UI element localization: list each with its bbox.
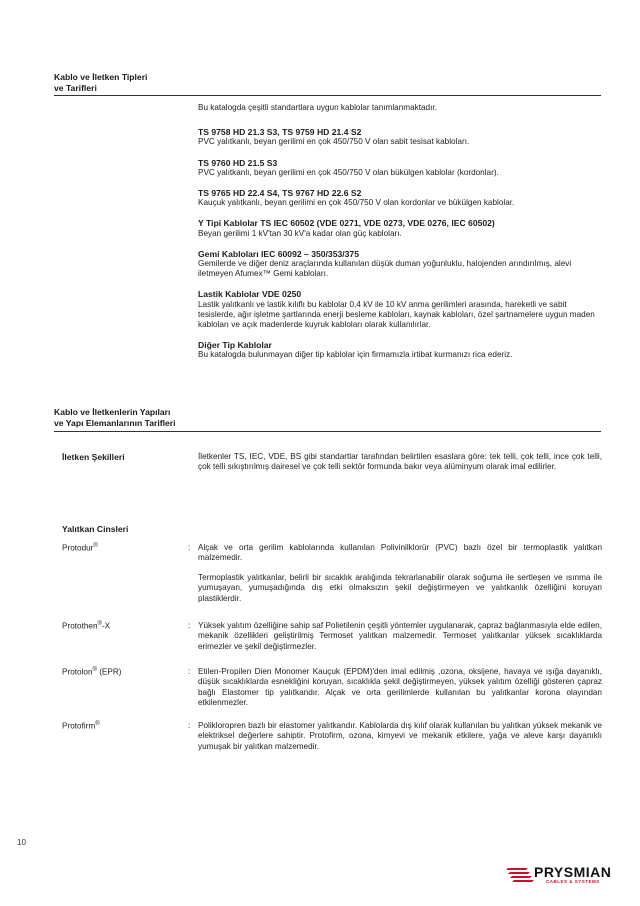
section-title-structures: Kablo ve İletkenlerin Yapıları ve Yapı Elemanlarının Tarifleri bbox=[54, 407, 176, 428]
colon-separator: : bbox=[188, 667, 191, 676]
cable-type-heading: Diğer Tip Kablolar bbox=[198, 340, 272, 351]
cable-type-description: Bu katalogda bulunmayan diğer tip kablolar için firmamızla irtibat kurmanızı rica ederiz. bbox=[198, 350, 513, 360]
cable-type-heading: Gemi Kabloları IEC 60092 – 350/353/375 bbox=[198, 248, 359, 259]
cable-type-item bbox=[198, 127, 602, 147]
material-name-suffix: (EPR) bbox=[96, 667, 122, 677]
logo-tagline: CABLES & SYSTEMS bbox=[546, 879, 600, 884]
material-paragraph: Polikloropren bazlı bir elastomer yalıtkandır. Kablolarda dış kılıf olarak kullanılan bu yalıtkan yüksek mekanik ve elektriksel değerlere sahiptir. Protofirm, ozona, kimyevi ve mekanik etkilere, yağa ve aleve karşı dayanıklı yumuşak bir yalıtkan malzemedir. bbox=[198, 721, 602, 751]
material-name-suffix: -X bbox=[101, 621, 111, 631]
material-name-text: Protothen bbox=[62, 621, 98, 631]
material-description bbox=[198, 667, 602, 718]
intro-text: Bu katalogda çeşitli standartlara uygun kablolar tanımlanmaktadır. bbox=[198, 103, 437, 112]
registered-mark: ® bbox=[93, 543, 98, 549]
section-divider bbox=[54, 95, 601, 96]
material-name bbox=[62, 621, 110, 631]
material-description bbox=[198, 721, 602, 761]
cable-type-item bbox=[198, 188, 602, 208]
cable-types-list bbox=[198, 103, 602, 371]
material-name-text: Protodur bbox=[62, 543, 94, 553]
cable-type-description: PVC yalıtkanlı, beyan gerilimi en çok 450/750 V olan bükülgen kablolar (kordonlar). bbox=[198, 167, 499, 177]
colon-separator: : bbox=[188, 621, 191, 630]
conductor-shapes-heading: İletken Şekilleri bbox=[62, 452, 125, 462]
colon-separator: : bbox=[188, 721, 191, 730]
material-name bbox=[62, 543, 98, 553]
registered-mark: ® bbox=[97, 621, 102, 627]
cable-type-item bbox=[198, 249, 602, 280]
cable-type-heading: TS 9760 HD 21.5 S3 bbox=[198, 157, 278, 168]
prysmian-logo bbox=[506, 862, 612, 886]
cable-type-heading: Lastik Kablolar VDE 0250 bbox=[198, 289, 302, 300]
page-number: 10 bbox=[17, 838, 26, 847]
section-divider bbox=[54, 431, 601, 432]
cable-type-heading: TS 9758 HD 21.3 S3, TS 9759 HD 21.4 S2 bbox=[198, 127, 362, 138]
registered-mark: ® bbox=[92, 667, 97, 673]
colon-separator: : bbox=[188, 543, 191, 552]
prysmian-logo-mark-icon bbox=[506, 862, 536, 886]
material-paragraph: Alçak ve orta gerilim kablolarında kullanılan Polivinilklorür (PVC) bazlı özel bir termoplastik yalıtkan malzemedir. bbox=[198, 543, 602, 563]
material-name-text: Protolon bbox=[62, 667, 93, 677]
cable-type-item bbox=[198, 218, 602, 238]
material-paragraph: Etilen-Propilen Dien Monomer Kauçuk (EPDM)'den imal edilmiş ,ozona, oksijene, havaya ve ışığa dayanıklı, düşük sıcaklıklarda esnekliğini koruyan, sıcaklıkla şekil değiştirmeyen, yüksek yalıtım özelliği gösteren çapraz bağlı Elastomer tip yalıtkandır. Alçak ve orta gerilimlerde kullanılan bu yalıtkanlar korona olayından etkilenmezler. bbox=[198, 667, 602, 708]
cable-type-description: Gemilerde ve diğer deniz araçlarında kullanılan düşük duman yoğunluklu, halojenden arındırılmış, alevi iletmeyen Afumex™ Gemi kabloları. bbox=[198, 259, 572, 279]
material-paragraph: Yüksek yalıtım özelliğine sahip saf Polietilenin çeşitli yöntemler uygulanarak, çapraz bağlanmasıyla elde edilen, mekanik özellikleri geliştirilmiş Termoset yalıtkan malzemedir. Termoset yalıtkanlar yüksek sıcaklıklarda erimezler ve şekil değiştirmezler. bbox=[198, 621, 602, 651]
cable-type-item bbox=[198, 289, 602, 330]
material-name-text: Protofirm bbox=[62, 721, 96, 731]
conductor-shapes-text: İletkenler TS, IEC, VDE, BS gibi standartlar tarafından belirtilen esaslara göre: tek telli, çok telli, ince çok telli, çok telli sıkıştırılmış dairesel ve çok telli sektör formunda bakır veya alüminyum olarak imal edilirler. bbox=[198, 452, 602, 472]
cable-type-heading: TS 9765 HD 22.4 S4, TS 9767 HD 22.6 S2 bbox=[198, 188, 362, 199]
material-description bbox=[198, 543, 602, 613]
material-paragraph: Termoplastik yalıtkanlar, belirli bir sıcaklık aralığında tekrarlanabilir olarak soğuma ile sertleşen ve ısınma ile yumuşayan, yumuşadığında dış etki olmaksızın şekil değiştirmeyen ve yalıtkanlık özelliğini koruyan plastiklerdir. bbox=[198, 572, 602, 603]
cable-type-description: Lastik yalıtkanlı ve lastik kılıflı bu kablolar 0,4 kV ile 10 kV anma gerilimleri arasında, hareketli ve sabit tesislerde, ağır işletme şartlarında enerji besleme kabloları, kaynak kabloları, özel şartnamelere uygun maden kabloları ve açık madenlerde kuyruk kabloları olarak kullanılırlar. bbox=[198, 299, 595, 330]
registered-mark: ® bbox=[95, 721, 100, 727]
cable-type-description: Kauçuk yalıtkanlı, beyan gerilimi en çok 450/750 V olan kordonlar ve bükülgen kablolar. bbox=[198, 198, 515, 208]
cable-type-item bbox=[198, 340, 602, 360]
material-name bbox=[62, 667, 121, 677]
cable-type-description: PVC yalıtkanlı, beyan gerilimi en çok 450/750 V olan sabit tesisat kabloları. bbox=[198, 137, 470, 147]
material-name bbox=[62, 721, 100, 731]
cable-type-heading: Y Tipi Kablolar TS IEC 60502 (VDE 0271, VDE 0273, VDE 0276, IEC 60502) bbox=[198, 218, 495, 229]
insulation-types-heading: Yalıtkan Cinsleri bbox=[62, 524, 129, 534]
section-title-cable-types: Kablo ve İletken Tipleri ve Tarifleri bbox=[54, 72, 148, 93]
cable-type-description: Beyan gerilimi 1 kV'tan 30 kV'a kadar olan güç kabloları. bbox=[198, 228, 402, 238]
material-description bbox=[198, 621, 602, 661]
cable-type-item bbox=[198, 158, 602, 178]
logo-wordmark: PRYSMIAN bbox=[534, 864, 612, 880]
